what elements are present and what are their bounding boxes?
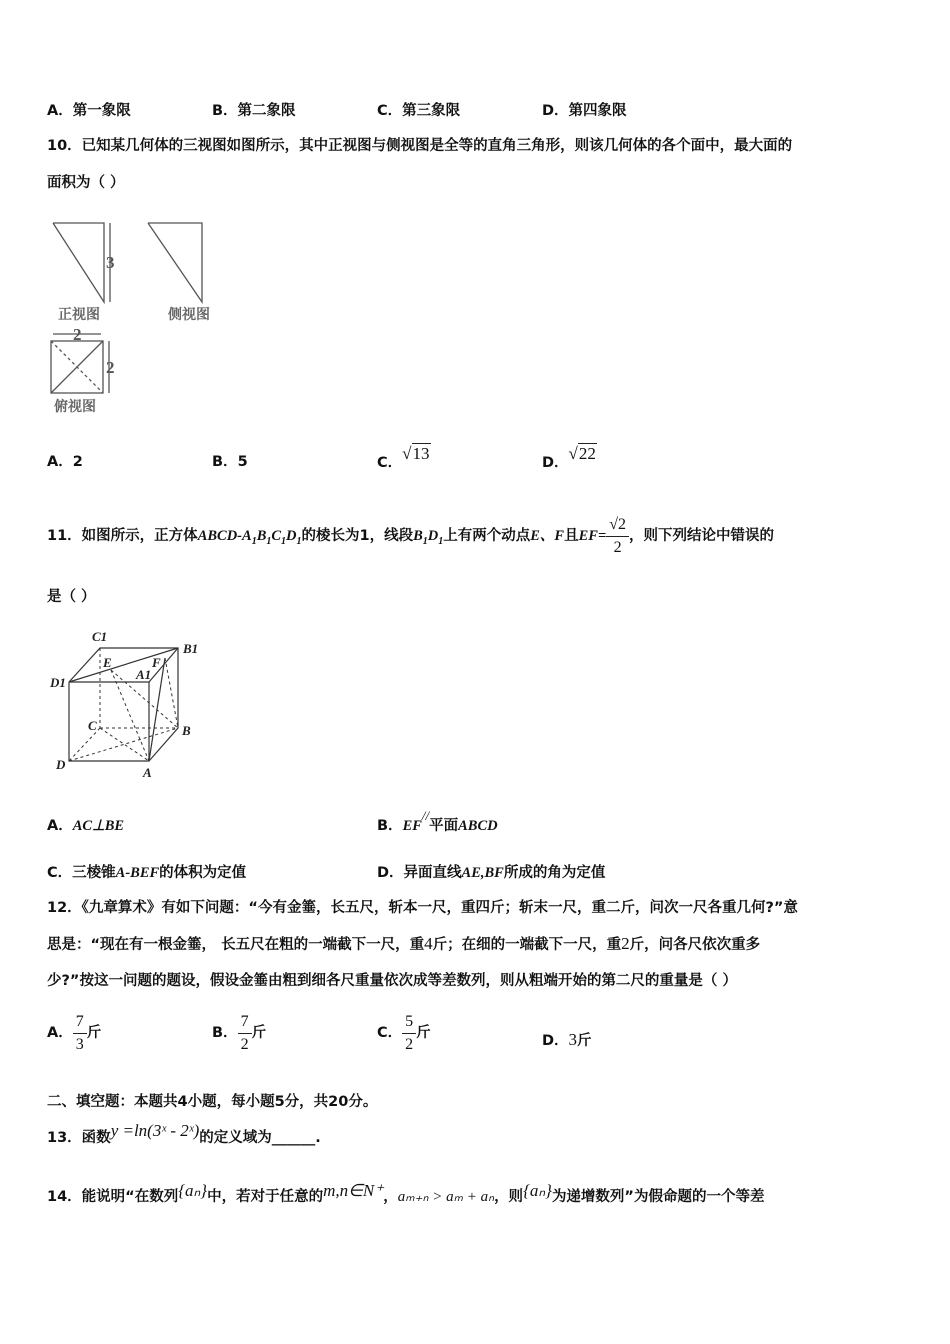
q13-text: 13．函数y =ln(3ˣ - 2ˣ)的定义域为______.	[47, 1121, 321, 1146]
q11-option-b: B．EF//平面ABCD	[377, 808, 498, 834]
label-d1: D1	[50, 675, 66, 690]
cube-figure	[40, 625, 210, 780]
q10-option-c: C．√13	[377, 444, 430, 471]
q9-option-b: B．第二象限	[212, 103, 296, 119]
q12-text-2: 思是：“现在有一根金箠， 长五尺在粗的一端截下一尺，重4斤；在细的一端截下一尺，重2斤，问各尺依次重多	[47, 934, 761, 953]
q9-option-c: C．第三象限	[377, 103, 461, 119]
q9-option-a: A．第一象限	[47, 103, 131, 119]
label-b1: B1	[183, 641, 199, 656]
three-view-figure	[40, 210, 240, 420]
label-d: D	[56, 757, 66, 772]
fraction: $\frac{√2}{2}$	[606, 514, 629, 559]
dim-width: 2	[73, 325, 82, 344]
q11-text: 11．如图所示，正方体ABCD-$A_1B_1C_1D_1$的棱长为1，线段$B_1D_1$上有两个动点E、F且EF= $\frac{√2}{2}$ ，则下列结论中错误的	[47, 513, 774, 565]
label-a1: A1	[136, 667, 152, 682]
q10-text: 10．已知某几何体的三视图如图所示，其中正视图与侧视图是全等的直角三角形，则该几何体的各个面中，最大面的	[47, 138, 793, 154]
q12-option-d: D．3斤	[542, 1030, 592, 1049]
side-view-triangle	[148, 223, 202, 302]
label-e: E	[103, 655, 112, 670]
section-heading: 二、填空题：本题共4小题，每小题5分，共20分。	[47, 1094, 378, 1110]
q12-option-c: C． $\frac{5}{2}$ 斤	[377, 1012, 431, 1053]
label-a: A	[143, 765, 152, 780]
label-f: F	[152, 655, 161, 670]
front-view-label: 正视图	[58, 308, 100, 323]
side-view-label: 侧视图	[168, 308, 210, 323]
dim-height: 3	[106, 253, 115, 272]
q11-option-d: D．异面直线AE,BF所成的角为定值	[377, 865, 606, 881]
q10-option-d: D．√22	[542, 444, 596, 471]
q10-text-2: 面积为（ ）	[47, 175, 125, 191]
front-view-triangle	[53, 223, 104, 302]
top-view-label: 俯视图	[54, 400, 96, 415]
q12-option-a: A． $\frac{7}{3}$ 斤	[47, 1012, 102, 1053]
q12-option-b: B． $\frac{7}{2}$ 斤	[212, 1012, 267, 1053]
q10-option-a: A．2	[47, 454, 83, 470]
q14-text: 14．能说明“在数列{aₙ}中，若对于任意的m,n∈N⁺，aₘ₊ₙ > aₘ + aₙ，则{aₙ}为递增数列”为假命题的一个等差	[47, 1181, 765, 1205]
q11-option-a: A．AC⊥BE	[47, 818, 125, 834]
label-c1: C1	[92, 629, 108, 644]
q12-text-3: 少?”按这一问题的题设，假设金箠由粗到细各尺重量依次成等差数列，则从粗端开始的第二尺的重量是（ ）	[47, 973, 737, 989]
dim-depth: 2	[106, 358, 115, 377]
label-c: C	[88, 718, 97, 733]
q12-text: 12．《九章算术》有如下问题：“今有金箠，长五尺，斩本一尺，重四斤；斩末一尺，重二斤，问次一尺各重几何?”意	[47, 900, 798, 916]
label-b: B	[182, 723, 191, 738]
q10-option-b: B．5	[212, 454, 248, 470]
q11-text-2: 是（ ）	[47, 589, 96, 605]
q11-option-c: C．三棱锥A-BEF的体积为定值	[47, 865, 247, 881]
q9-option-d: D．第四象限	[542, 103, 627, 119]
